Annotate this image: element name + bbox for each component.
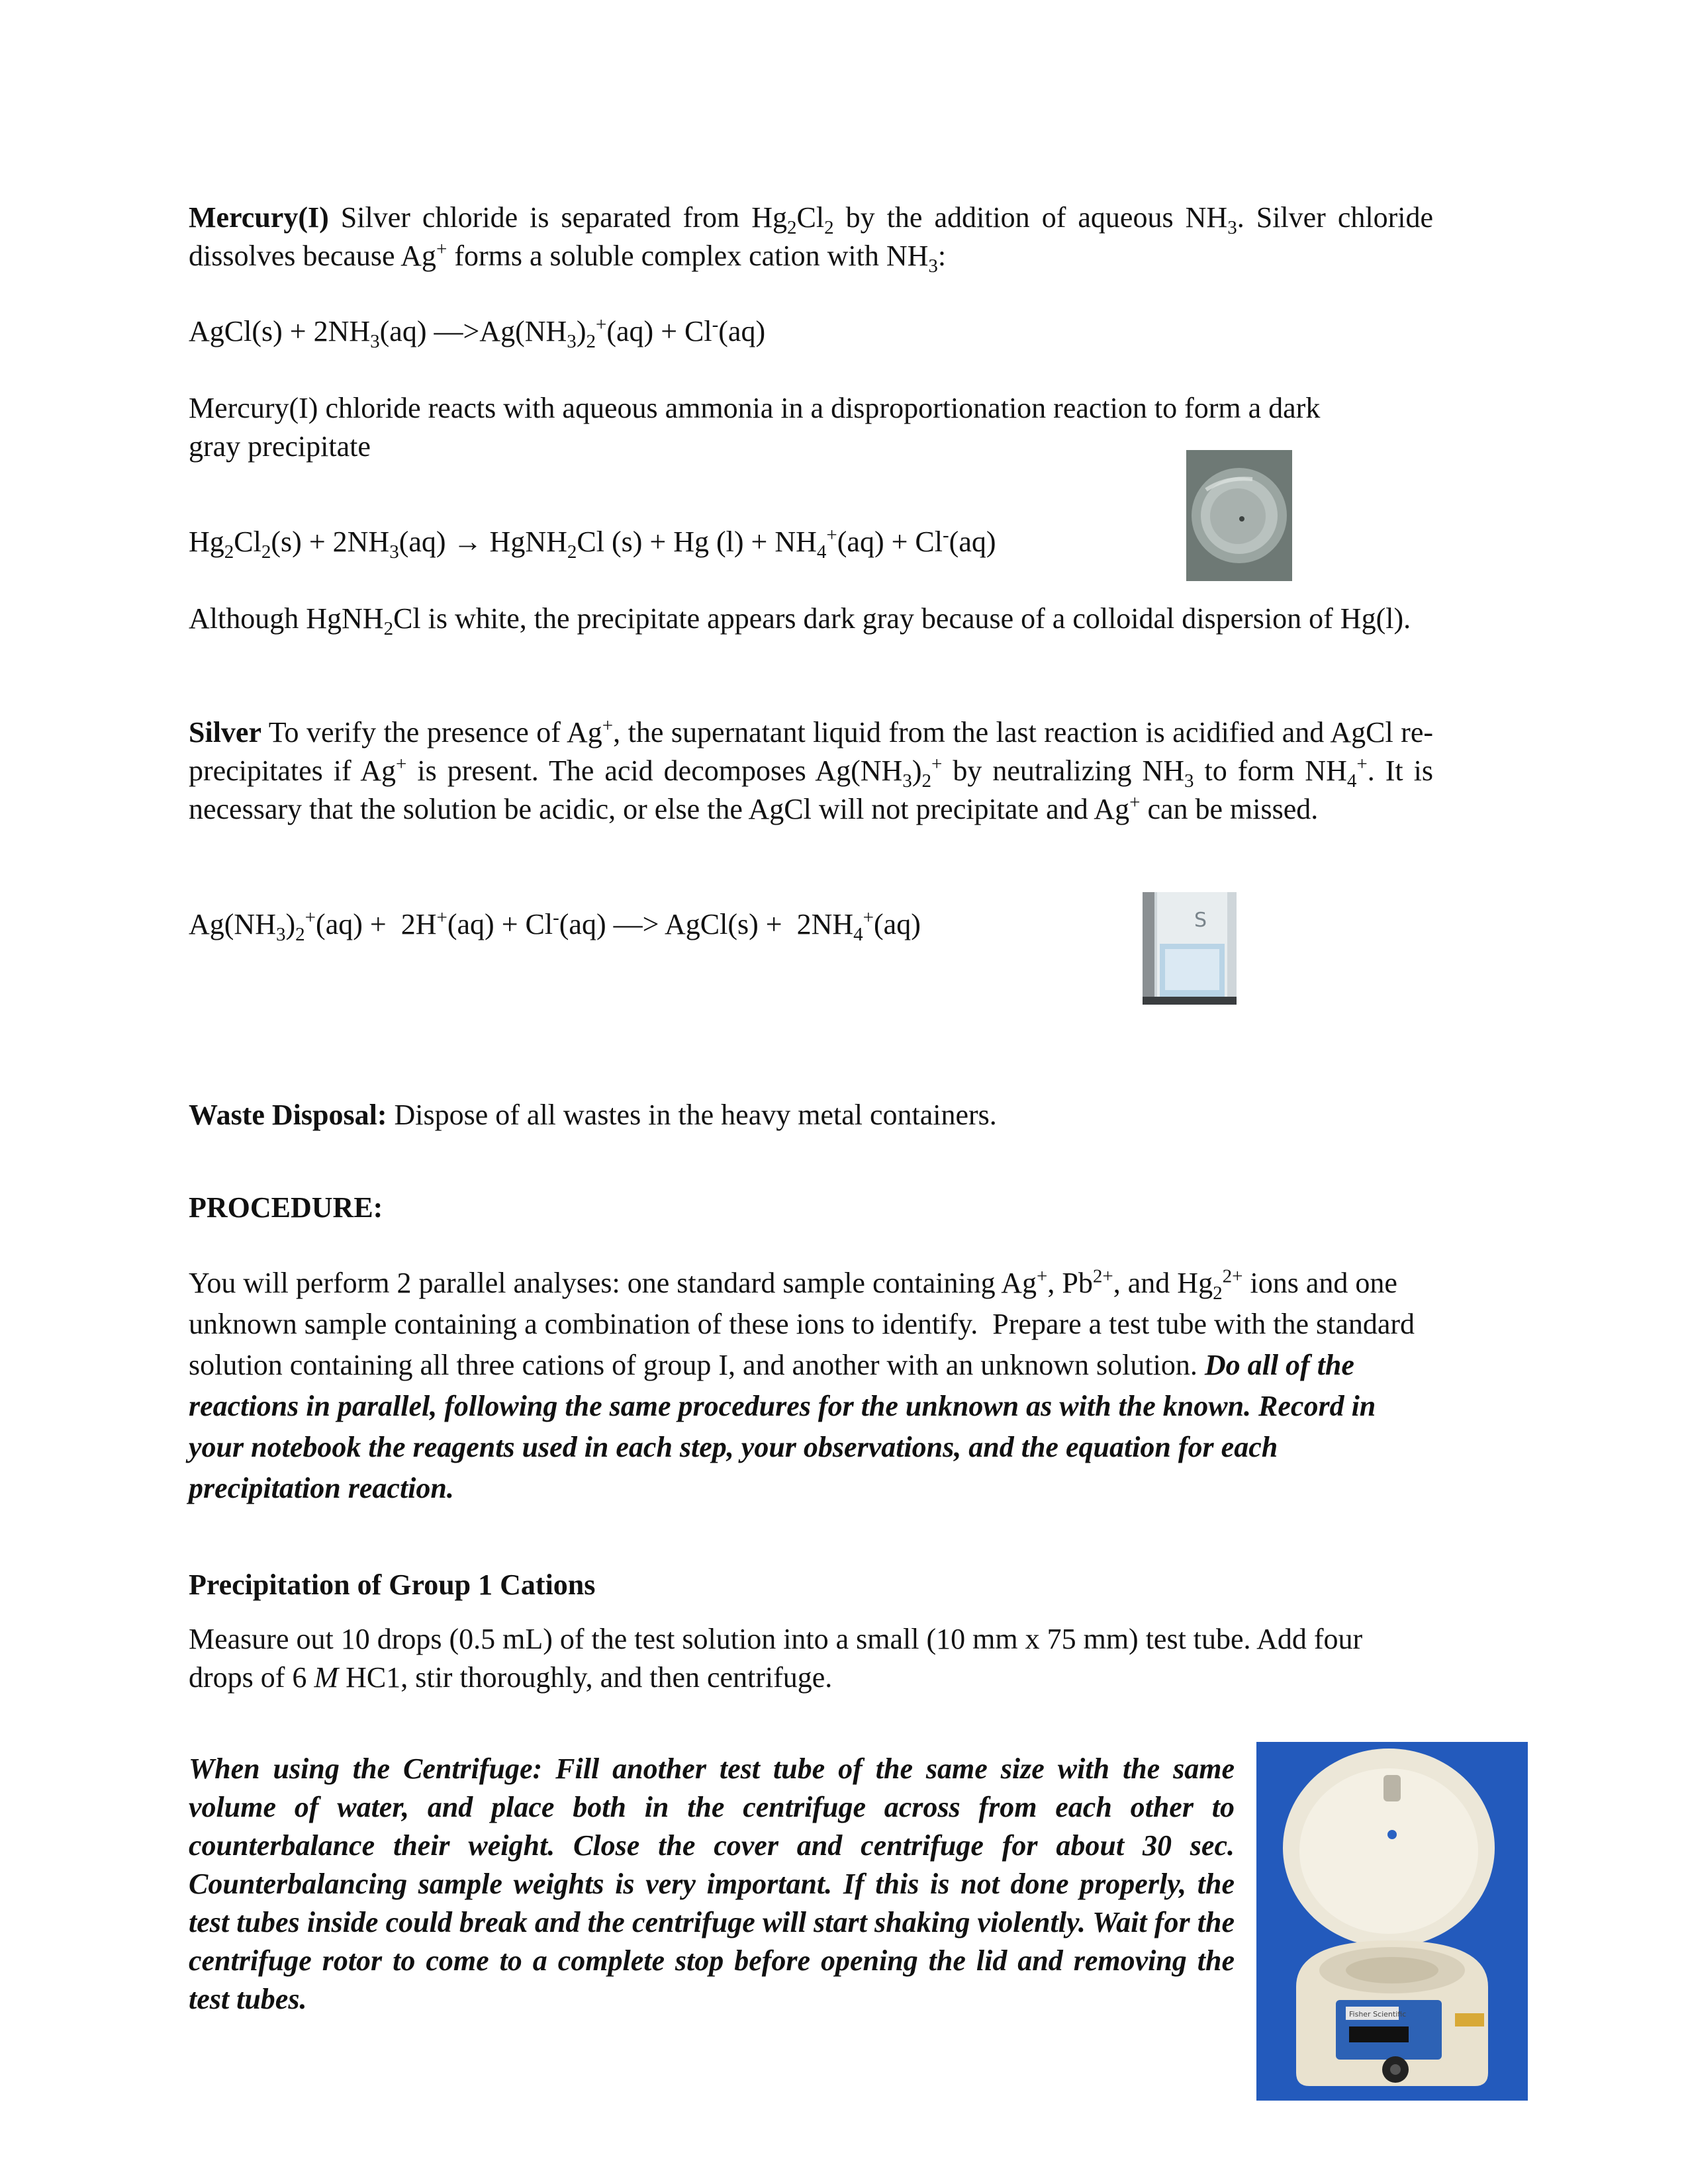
centrifuge-note: When using the Centrifuge: Fill another test tube of the same size with the same volume of water, and place both in the centrifuge across from each other to counterbalance their weight. Close the cover and centrifuge for about 30 sec. Counterbalancing sample weights is very important. If this is not done properly, the test tubes inside could break and the centrifuge will start shaking violently. Wait for the centrifuge rotor to come to a complete stop before opening the lid and removing the test tubes. xyxy=(189,1752,1235,2015)
waste-text: Dispose of all wastes in the heavy metal containers. xyxy=(394,1099,997,1131)
procedure-intro: You will perform 2 parallel analyses: one standard sample containing Ag+, $Pb^{2+}$, and $Hg_2^{2+}$ ions and one unknown sample containing a combination of these ions to identify. Prepare a test tube with the standard solution containing all three cations of group I, and another with an unknown solution. xyxy=(189,1265,1415,1381)
mercury-paragraph-2: Mercury(I) chloride reacts with aqueous ammonia in a disproportionation reaction to form a dark gray precipitate xyxy=(189,392,1321,463)
tube-label-text: S xyxy=(1194,909,1207,932)
procedure-paragraph xyxy=(189,1263,1433,1509)
equation-agcl-ammonia: AgCl(s) + $2NH_3(aq)$ $—>Ag(NH_3)_2^+(aq) + Cl^-(aq)$ xyxy=(189,314,766,352)
precipitation-paragraph: Measure out 10 drops (0.5 mL) of the test solution into a small (10 mm x 75 mm) test tube. Add four drops of 6 M HC1, stir thoroughly, and then centrifuge. xyxy=(189,1623,1363,1694)
test-tube-photo xyxy=(1143,892,1237,1005)
procedure-emphasis: Do all of the reactions in parallel, following the same procedures for the unknown as with the known. Record in your notebook the reagents used in each step, your observations, and the equation for each precipitation reaction. xyxy=(189,1349,1376,1504)
mercury-text-1: Silver chloride is separated from $Hg_2Cl_2$ by the addition of aqueous $NH_3$. Silver chloride dissolves because Ag+ forms a soluble complex cation with $NH_3$: xyxy=(189,201,1434,277)
centrifuge-photo xyxy=(1256,1742,1528,2101)
waste-disposal-line xyxy=(189,1096,1433,1134)
precipitate-photo xyxy=(1186,450,1292,581)
precipitation-heading: Precipitation of Group 1 Cations xyxy=(189,1569,596,1601)
silver-heading: Silver xyxy=(189,716,261,749)
waste-heading: Waste Disposal: xyxy=(189,1099,387,1131)
mercury-paragraph-1 xyxy=(189,199,1433,275)
equation-silver-reprecipitation: $Ag(NH_3)_2^+(aq) + 2H^+(aq) + Cl^-(aq)$ —> AgCl(s) + $2NH_4^+(aq)$ xyxy=(189,907,921,945)
mercury-paragraph-3: Although HgNH$_2$Cl is white, the precipitate appears dark gray because of a colloidal dispersion of Hg(l). xyxy=(189,602,1411,639)
silver-text: To verify the presence of Ag+, the supernatant liquid from the last reaction is acidified and AgCl re-precipitates if Ag+ is present. The acid decomposes $Ag(NH_3)_2^+$ by neutralizing $NH_3$ to form $NH_4^+$. It is necessary that the solution be acidic, or else the AgCl will not precipitate and Ag+ can be missed. xyxy=(189,715,1433,825)
equation-hg2cl2-ammonia: $Hg_2Cl_2(s) + 2NH_3(aq)$ → HgNH$_2$Cl (s) + Hg $(l) + NH_4^+(aq) + Cl^-(aq)$ xyxy=(189,524,996,563)
procedure-heading: PROCEDURE: xyxy=(189,1191,383,1224)
silver-paragraph xyxy=(189,713,1433,829)
centrifuge-brand-label: Fisher Scientific xyxy=(1349,2010,1407,2019)
mercury-heading: Mercury(I) xyxy=(189,201,329,234)
